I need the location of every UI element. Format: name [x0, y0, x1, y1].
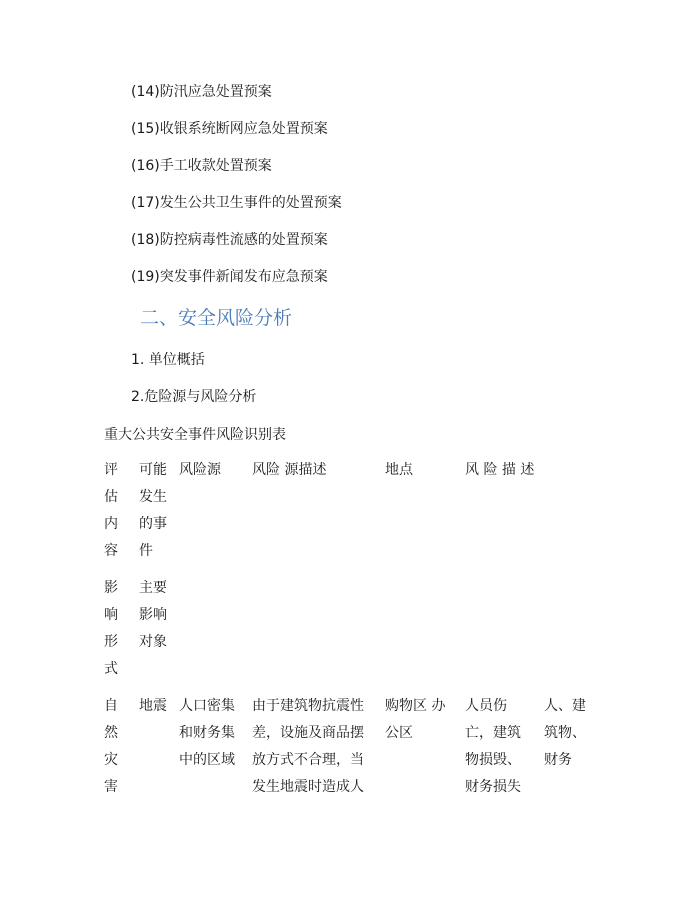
subsection-title: 2.危险源与风险分析	[131, 389, 257, 405]
table-cell: 人口密集	[179, 698, 235, 714]
table-cell: 的事	[139, 516, 167, 532]
table-cell: 内	[104, 516, 118, 532]
table-cell: 评	[104, 462, 118, 478]
table-cell: 主要	[139, 580, 167, 596]
table-cell: 风险源	[179, 462, 221, 478]
table-cell: 地震	[139, 698, 167, 714]
table-cell: 物损毁、	[465, 752, 521, 768]
table-cell: 亡，建筑	[465, 725, 521, 741]
table-cell: 件	[139, 543, 153, 559]
table-cell: 响	[104, 607, 118, 623]
table-cell: 筑物、	[544, 725, 586, 741]
section-title: 二、安全风险分析	[140, 307, 293, 329]
table-cell: 财务损失	[465, 779, 521, 795]
subsection-title: 1. 单位概括	[131, 352, 205, 368]
table-cell: 差，设施及商品摆	[252, 725, 364, 741]
table-caption: 重大公共安全事件风险识别表	[104, 427, 286, 443]
table-cell: 由于建筑物抗震性	[252, 698, 364, 714]
table-cell: 人、建	[544, 698, 586, 714]
table-cell: 风险 源描述	[252, 462, 327, 478]
list-item: (16)手工收款处置预案	[131, 158, 272, 174]
table-cell: 中的区域	[179, 752, 235, 768]
list-item: (17)发生公共卫生事件的处置预案	[131, 195, 342, 211]
table-cell: 容	[104, 543, 118, 559]
table-cell: 估	[104, 489, 118, 505]
table-cell: 自	[104, 698, 118, 714]
table-cell: 购物区 办	[385, 698, 446, 714]
table-cell: 和财务集	[179, 725, 235, 741]
table-cell: 公区	[385, 725, 413, 741]
list-item: (18)防控病毒性流感的处置预案	[131, 232, 328, 248]
table-cell: 地点	[385, 462, 413, 478]
list-item: (14)防汛应急处置预案	[131, 84, 272, 100]
table-cell: 人员伤	[465, 698, 507, 714]
list-item: (15)收银系统断网应急处置预案	[131, 121, 328, 137]
table-cell: 式	[104, 661, 118, 677]
table-cell: 灾	[104, 752, 118, 768]
list-item: (19)突发事件新闻发布应急预案	[131, 269, 328, 285]
table-cell: 形	[104, 634, 118, 650]
table-cell: 影	[104, 580, 118, 596]
table-cell: 可能	[139, 462, 167, 478]
table-cell: 财务	[544, 752, 572, 768]
table-cell: 发生	[139, 489, 167, 505]
table-cell: 放方式不合理，当	[252, 752, 364, 768]
table-cell: 害	[104, 779, 118, 795]
table-cell: 然	[104, 725, 118, 741]
table-cell: 发生地震时造成人	[252, 779, 364, 795]
table-cell: 对象	[139, 634, 167, 650]
table-cell: 风 险 描 述	[465, 462, 535, 478]
table-cell: 影响	[139, 607, 167, 623]
